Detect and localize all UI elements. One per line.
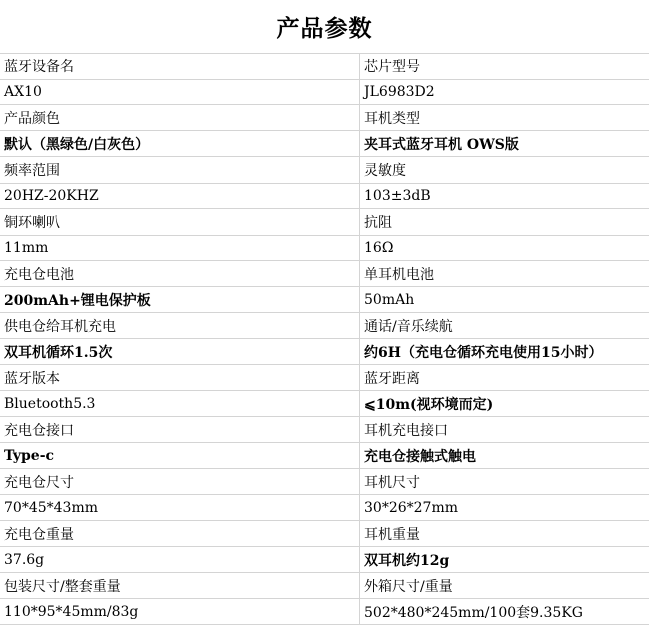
spec-label-row bbox=[0, 105, 649, 131]
spec-label-row bbox=[0, 469, 649, 495]
spec-label: 供电仓给耳机充电 bbox=[0, 313, 360, 338]
spec-value-row bbox=[0, 443, 649, 469]
spec-label: 蓝牙距离 bbox=[364, 370, 420, 387]
spec-label-row bbox=[0, 157, 649, 184]
spec-value-row bbox=[0, 495, 649, 521]
spec-value: 200mAh+锂电保护板 bbox=[0, 287, 360, 312]
spec-value: 70*45*43mm bbox=[0, 495, 360, 520]
spec-label-row bbox=[0, 365, 649, 391]
spec-label: 充电仓重量 bbox=[0, 521, 360, 546]
spec-label: 单耳机电池 bbox=[364, 266, 434, 283]
spec-label: 产品颜色 bbox=[0, 105, 360, 130]
spec-value: 双耳机约12g bbox=[364, 552, 450, 569]
spec-value-row bbox=[0, 131, 649, 157]
spec-label-row bbox=[0, 521, 649, 547]
spec-value: 103±3dB bbox=[364, 188, 431, 204]
spec-label: 芯片型号 bbox=[364, 59, 420, 75]
spec-label-row bbox=[0, 53, 649, 80]
spec-value: 20HZ-20KHZ bbox=[0, 184, 360, 208]
spec-value: 502*480*245mm/100套9.35KG bbox=[364, 604, 583, 621]
spec-value: 16Ω bbox=[364, 240, 394, 256]
spec-label-row bbox=[0, 313, 649, 339]
spec-label: 包装尺寸/整套重量 bbox=[0, 573, 360, 598]
page-title: 产品参数 bbox=[0, 0, 649, 54]
spec-label: 充电仓电池 bbox=[0, 261, 360, 286]
spec-label: 频率范围 bbox=[0, 157, 360, 183]
spec-value: 30*26*27mm bbox=[364, 499, 458, 516]
spec-value: Bluetooth5.3 bbox=[0, 391, 360, 416]
spec-value: 37.6g bbox=[0, 547, 360, 572]
spec-label: 外箱尺寸/重量 bbox=[364, 578, 453, 595]
spec-label: 蓝牙设备名 bbox=[0, 53, 360, 79]
spec-value-row bbox=[0, 339, 649, 365]
spec-label-row bbox=[0, 209, 649, 236]
spec-label: 充电仓尺寸 bbox=[0, 469, 360, 494]
spec-value: 夹耳式蓝牙耳机 OWS版 bbox=[364, 136, 519, 153]
spec-value-row bbox=[0, 184, 649, 209]
spec-value: AX10 bbox=[0, 80, 360, 104]
spec-label: 充电仓接口 bbox=[0, 417, 360, 442]
spec-value: 双耳机循环1.5次 bbox=[0, 339, 360, 364]
spec-value: Type-c bbox=[0, 443, 360, 468]
spec-value: 50mAh bbox=[364, 291, 415, 308]
spec-value: 110*95*45mm/83g bbox=[0, 599, 360, 624]
spec-label-row bbox=[0, 573, 649, 599]
spec-label: 灵敏度 bbox=[364, 163, 406, 179]
spec-value: 约6H（充电仓循环充电使用15小时） bbox=[364, 344, 603, 361]
spec-value-row bbox=[0, 599, 649, 625]
spec-label: 通话/音乐续航 bbox=[364, 318, 453, 335]
spec-label: 耳机类型 bbox=[364, 110, 420, 127]
spec-value-row bbox=[0, 287, 649, 313]
spec-value: ⩽10m(视环境而定) bbox=[364, 396, 494, 413]
spec-label: 耳机重量 bbox=[364, 526, 420, 543]
spec-value: JL6983D2 bbox=[364, 84, 435, 100]
spec-value: 11mm bbox=[0, 236, 360, 260]
spec-label: 抗阻 bbox=[364, 215, 392, 231]
spec-label: 耳机尺寸 bbox=[364, 474, 420, 491]
spec-label-row bbox=[0, 261, 649, 287]
spec-value: 默认（黑绿色/白灰色） bbox=[0, 131, 360, 156]
spec-label: 耳机充电接口 bbox=[364, 422, 448, 439]
spec-value: 充电仓接触式触电 bbox=[364, 448, 476, 465]
spec-value-row bbox=[0, 80, 649, 105]
spec-value-row bbox=[0, 391, 649, 417]
spec-value-row bbox=[0, 236, 649, 261]
spec-label: 蓝牙版本 bbox=[0, 365, 360, 390]
spec-label: 铜环喇叭 bbox=[0, 209, 360, 235]
spec-label-row bbox=[0, 417, 649, 443]
spec-value-row bbox=[0, 547, 649, 573]
